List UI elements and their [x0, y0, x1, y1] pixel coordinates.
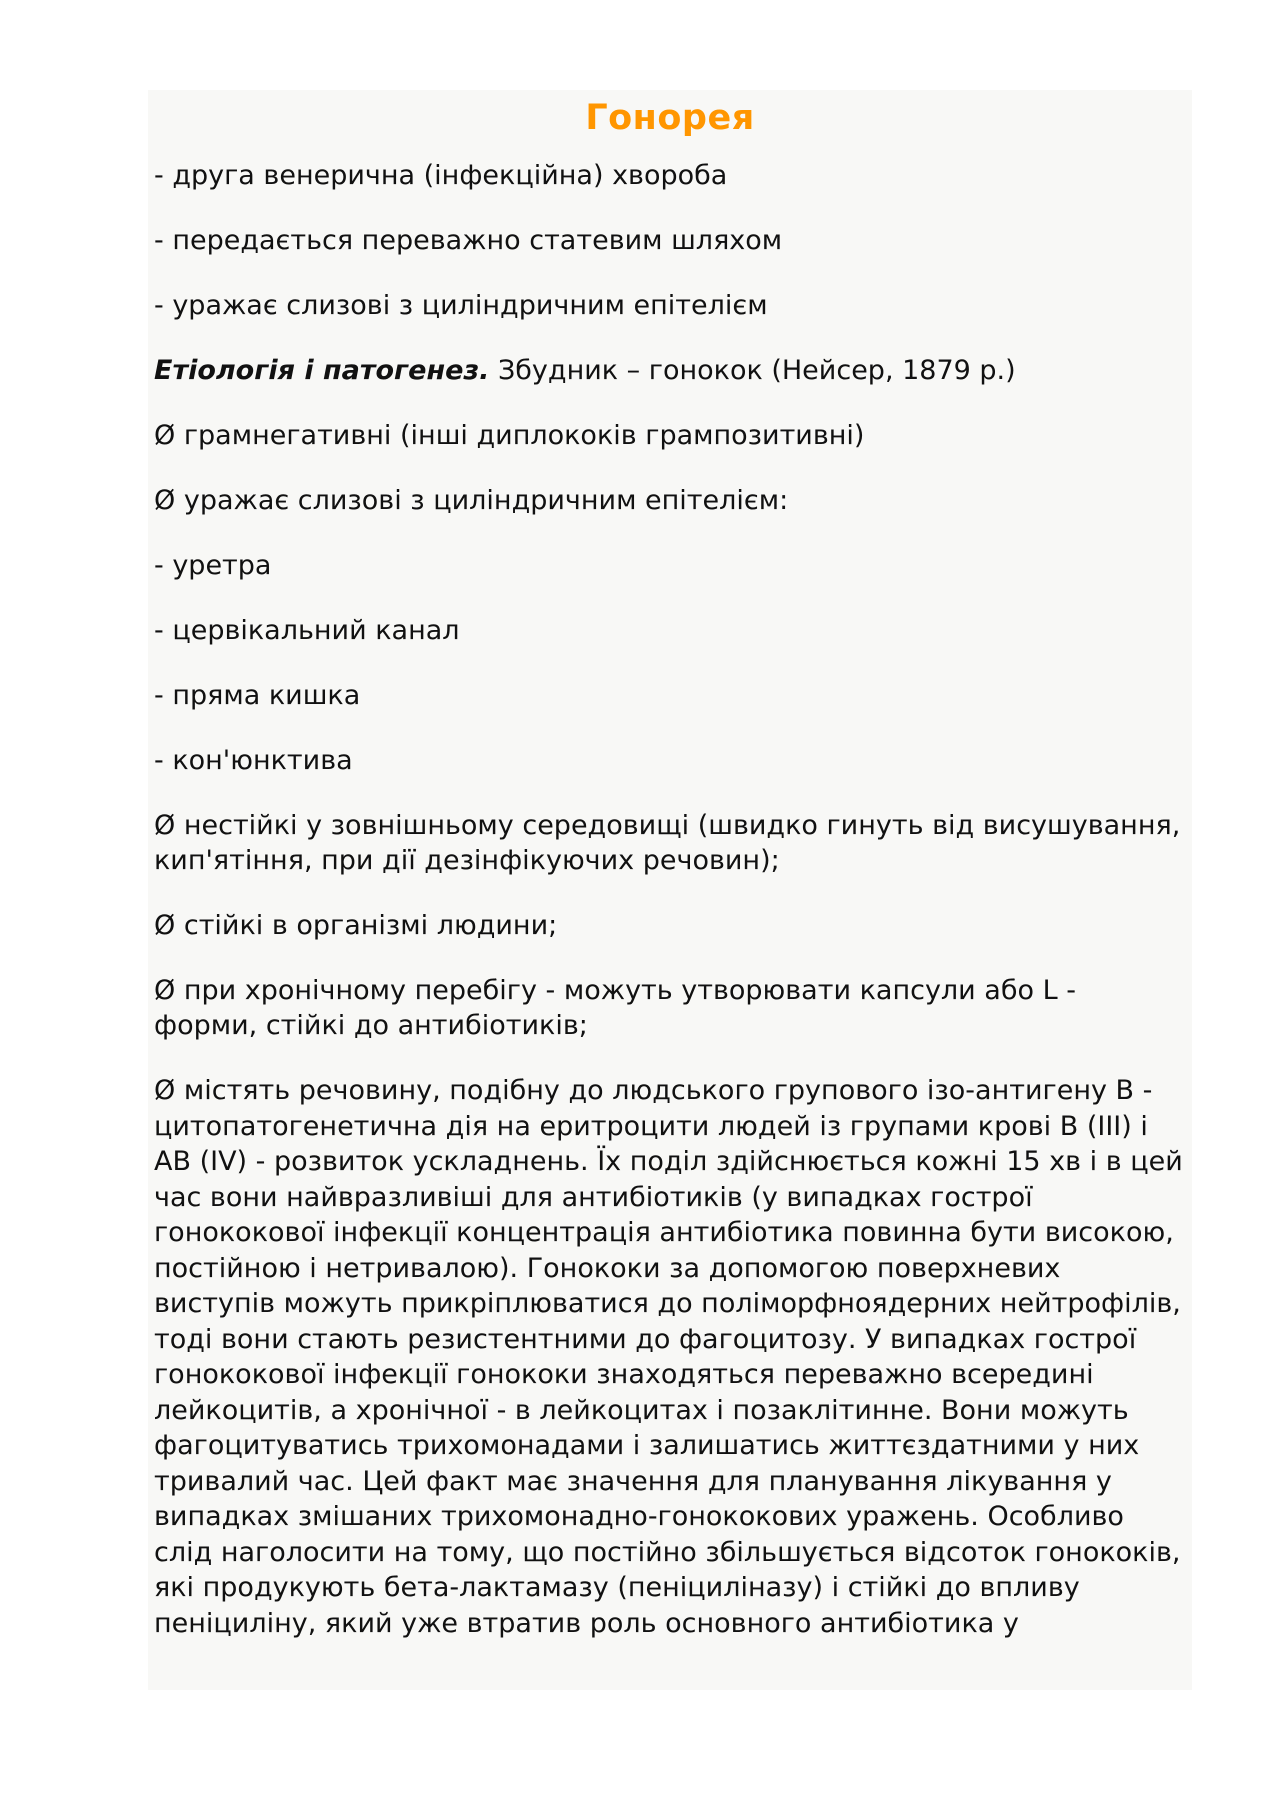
intro-line-2: - передається переважно статевим шляхом: [154, 225, 783, 256]
bullet-item-4: [154, 908, 1186, 943]
site-item-urethra: - уретра: [154, 550, 272, 581]
bullet-item-3: [154, 808, 1186, 878]
bullet-text: уражає слизові з циліндричним епітелієм:: [175, 485, 789, 516]
bullet-item-5: [154, 973, 1186, 1043]
intro-line-3: - уражає слизові з циліндричним епітелієм: [154, 290, 768, 321]
bullet-symbol: Ø: [154, 1075, 176, 1106]
etiology-text: Збудник – гонокок (Нейсер, 1879 р.): [489, 355, 1016, 386]
bullet-text: грамнегативні (інші диплококів грампозитивні): [175, 420, 865, 451]
site-item-cervical-canal: - цервікальний канал: [154, 615, 460, 646]
document-title: Гонорея: [585, 98, 755, 138]
site-item-rectum: - пряма кишка: [154, 680, 361, 711]
bullet-item-6: [154, 1073, 1186, 1641]
bullet-text: стійкі в організмі людини;: [175, 910, 558, 941]
bullet-symbol: Ø: [154, 975, 176, 1006]
intro-line-1: - друга венерична (інфекційна) хвороба: [154, 160, 728, 191]
etiology-paragraph: [154, 353, 1186, 388]
bullet-text: містять речовину, подібну до людського групового ізо-антигену В - цитопатогенетична дія на еритроцити людей із групами крові В (ІІІ) і АВ (IV) - розвиток ускладнень. Їх поділ здійснюється кожні 15 хв і в цей час вони найвразливіші для антибіотиків (у випадках гострої гонококової інфекції концентрація антибіотика повинна бути високою, постійною і нетривалою). Гонококи за допомогою поверхневих виступів можуть прикріплюватися до поліморфноядерних нейтрофілів, тоді вони стають резистентними до фагоцитозу. У випадках гострої гонококової інфекції гонококи знаходяться переважно всередині лейкоцитів, а хронічної - в лейкоцитах і позаклітинне. Вони можуть фагоцитуватись трихомонадами і залишатись життєздатними у них тривалий час. Цей факт має значення для планування лікування у випадках змішаних трихомонадно-гонококових уражень. Особливо слід наголосити на тому, що постійно збільшується відсоток гонококів, які продукують бета-лактамазу (пеніциліназу) і стійкі до впливу пеніциліну, який уже втратив роль основного антибіотика у: [154, 1075, 1183, 1639]
bullet-item-2: [154, 483, 1186, 518]
site-item-conjunctiva: - кон'юнктива: [154, 745, 353, 776]
bullet-symbol: Ø: [154, 910, 176, 941]
bullet-item-1: [154, 418, 1186, 453]
etiology-heading: Етіологія і патогенез.: [154, 355, 490, 386]
document-page: [148, 90, 1192, 1690]
bullet-text: при хронічному перебігу - можуть утворювати капсули або L - форми, стійкі до антибіотиків;: [154, 975, 1076, 1041]
bullet-symbol: Ø: [154, 485, 176, 516]
bullet-symbol: Ø: [154, 420, 176, 451]
bullet-text: нестійкі у зовнішньому середовищі (швидко гинуть від висушування, кип'ятіння, при дії дезінфікуючих речовин);: [154, 810, 1181, 876]
bullet-symbol: Ø: [154, 810, 176, 841]
